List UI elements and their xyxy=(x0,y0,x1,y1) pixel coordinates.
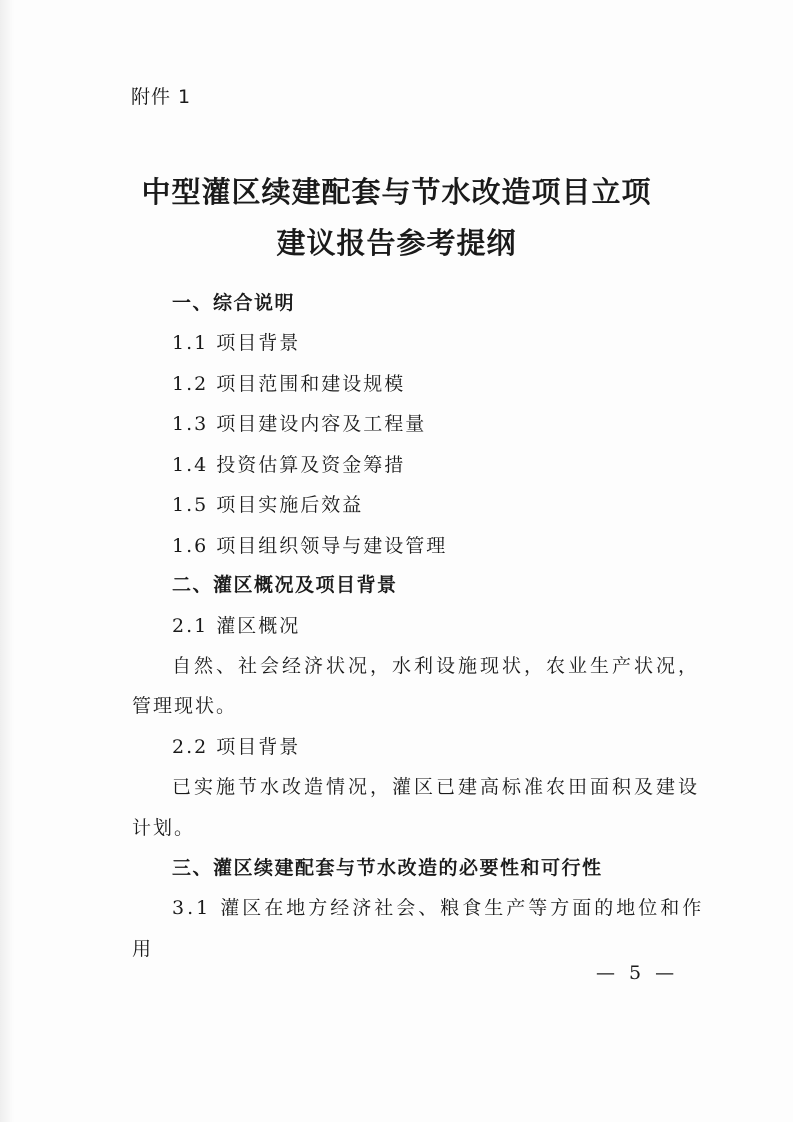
document-title-line-2: 建议报告参考提纲 xyxy=(276,226,517,260)
paragraph-2-2-line-1: 已实施节水改造情况，灌区已建高标准农田面积及建设 xyxy=(172,776,701,798)
paragraph-2-1-line-2: 管理现状。 xyxy=(132,695,238,717)
section-2-heading: 二、灌区概况及项目背景 xyxy=(172,574,398,596)
document-title-line-1: 中型灌区续建配套与节水改造项目立项 xyxy=(141,175,652,209)
attachment-label: 附件 1 xyxy=(131,86,192,108)
paragraph-2-2-line-2: 计划。 xyxy=(132,817,196,839)
outline-item-1-4: 1.4 投资估算及资金筹措 xyxy=(172,454,406,476)
outline-item-1-3: 1.3 项目建设内容及工程量 xyxy=(172,413,427,435)
outline-item-1-6: 1.6 项目组织领导与建设管理 xyxy=(172,535,448,557)
section-3-heading: 三、灌区续建配套与节水改造的必要性和可行性 xyxy=(172,857,603,879)
page-number: — 5 — xyxy=(596,962,679,984)
section-1-heading: 一、综合说明 xyxy=(172,292,296,314)
paragraph-2-1-line-1: 自然、社会经济状况，水利设施现状，农业生产状况， xyxy=(172,655,701,677)
outline-item-1-1: 1.1 项目背景 xyxy=(172,332,301,354)
outline-item-3-1-line-2: 用 xyxy=(132,938,154,960)
outline-item-1-5: 1.5 项目实施后效益 xyxy=(172,494,364,516)
outline-item-1-2: 1.2 项目范围和建设规模 xyxy=(172,373,406,395)
outline-item-3-1-line-1: 3.1 灌区在地方经济社会、粮食生产等方面的地位和作 xyxy=(172,897,705,919)
scan-edge-shadow xyxy=(0,0,14,1122)
outline-item-2-1: 2.1 灌区概况 xyxy=(172,615,301,637)
outline-item-2-2: 2.2 项目背景 xyxy=(172,736,301,758)
